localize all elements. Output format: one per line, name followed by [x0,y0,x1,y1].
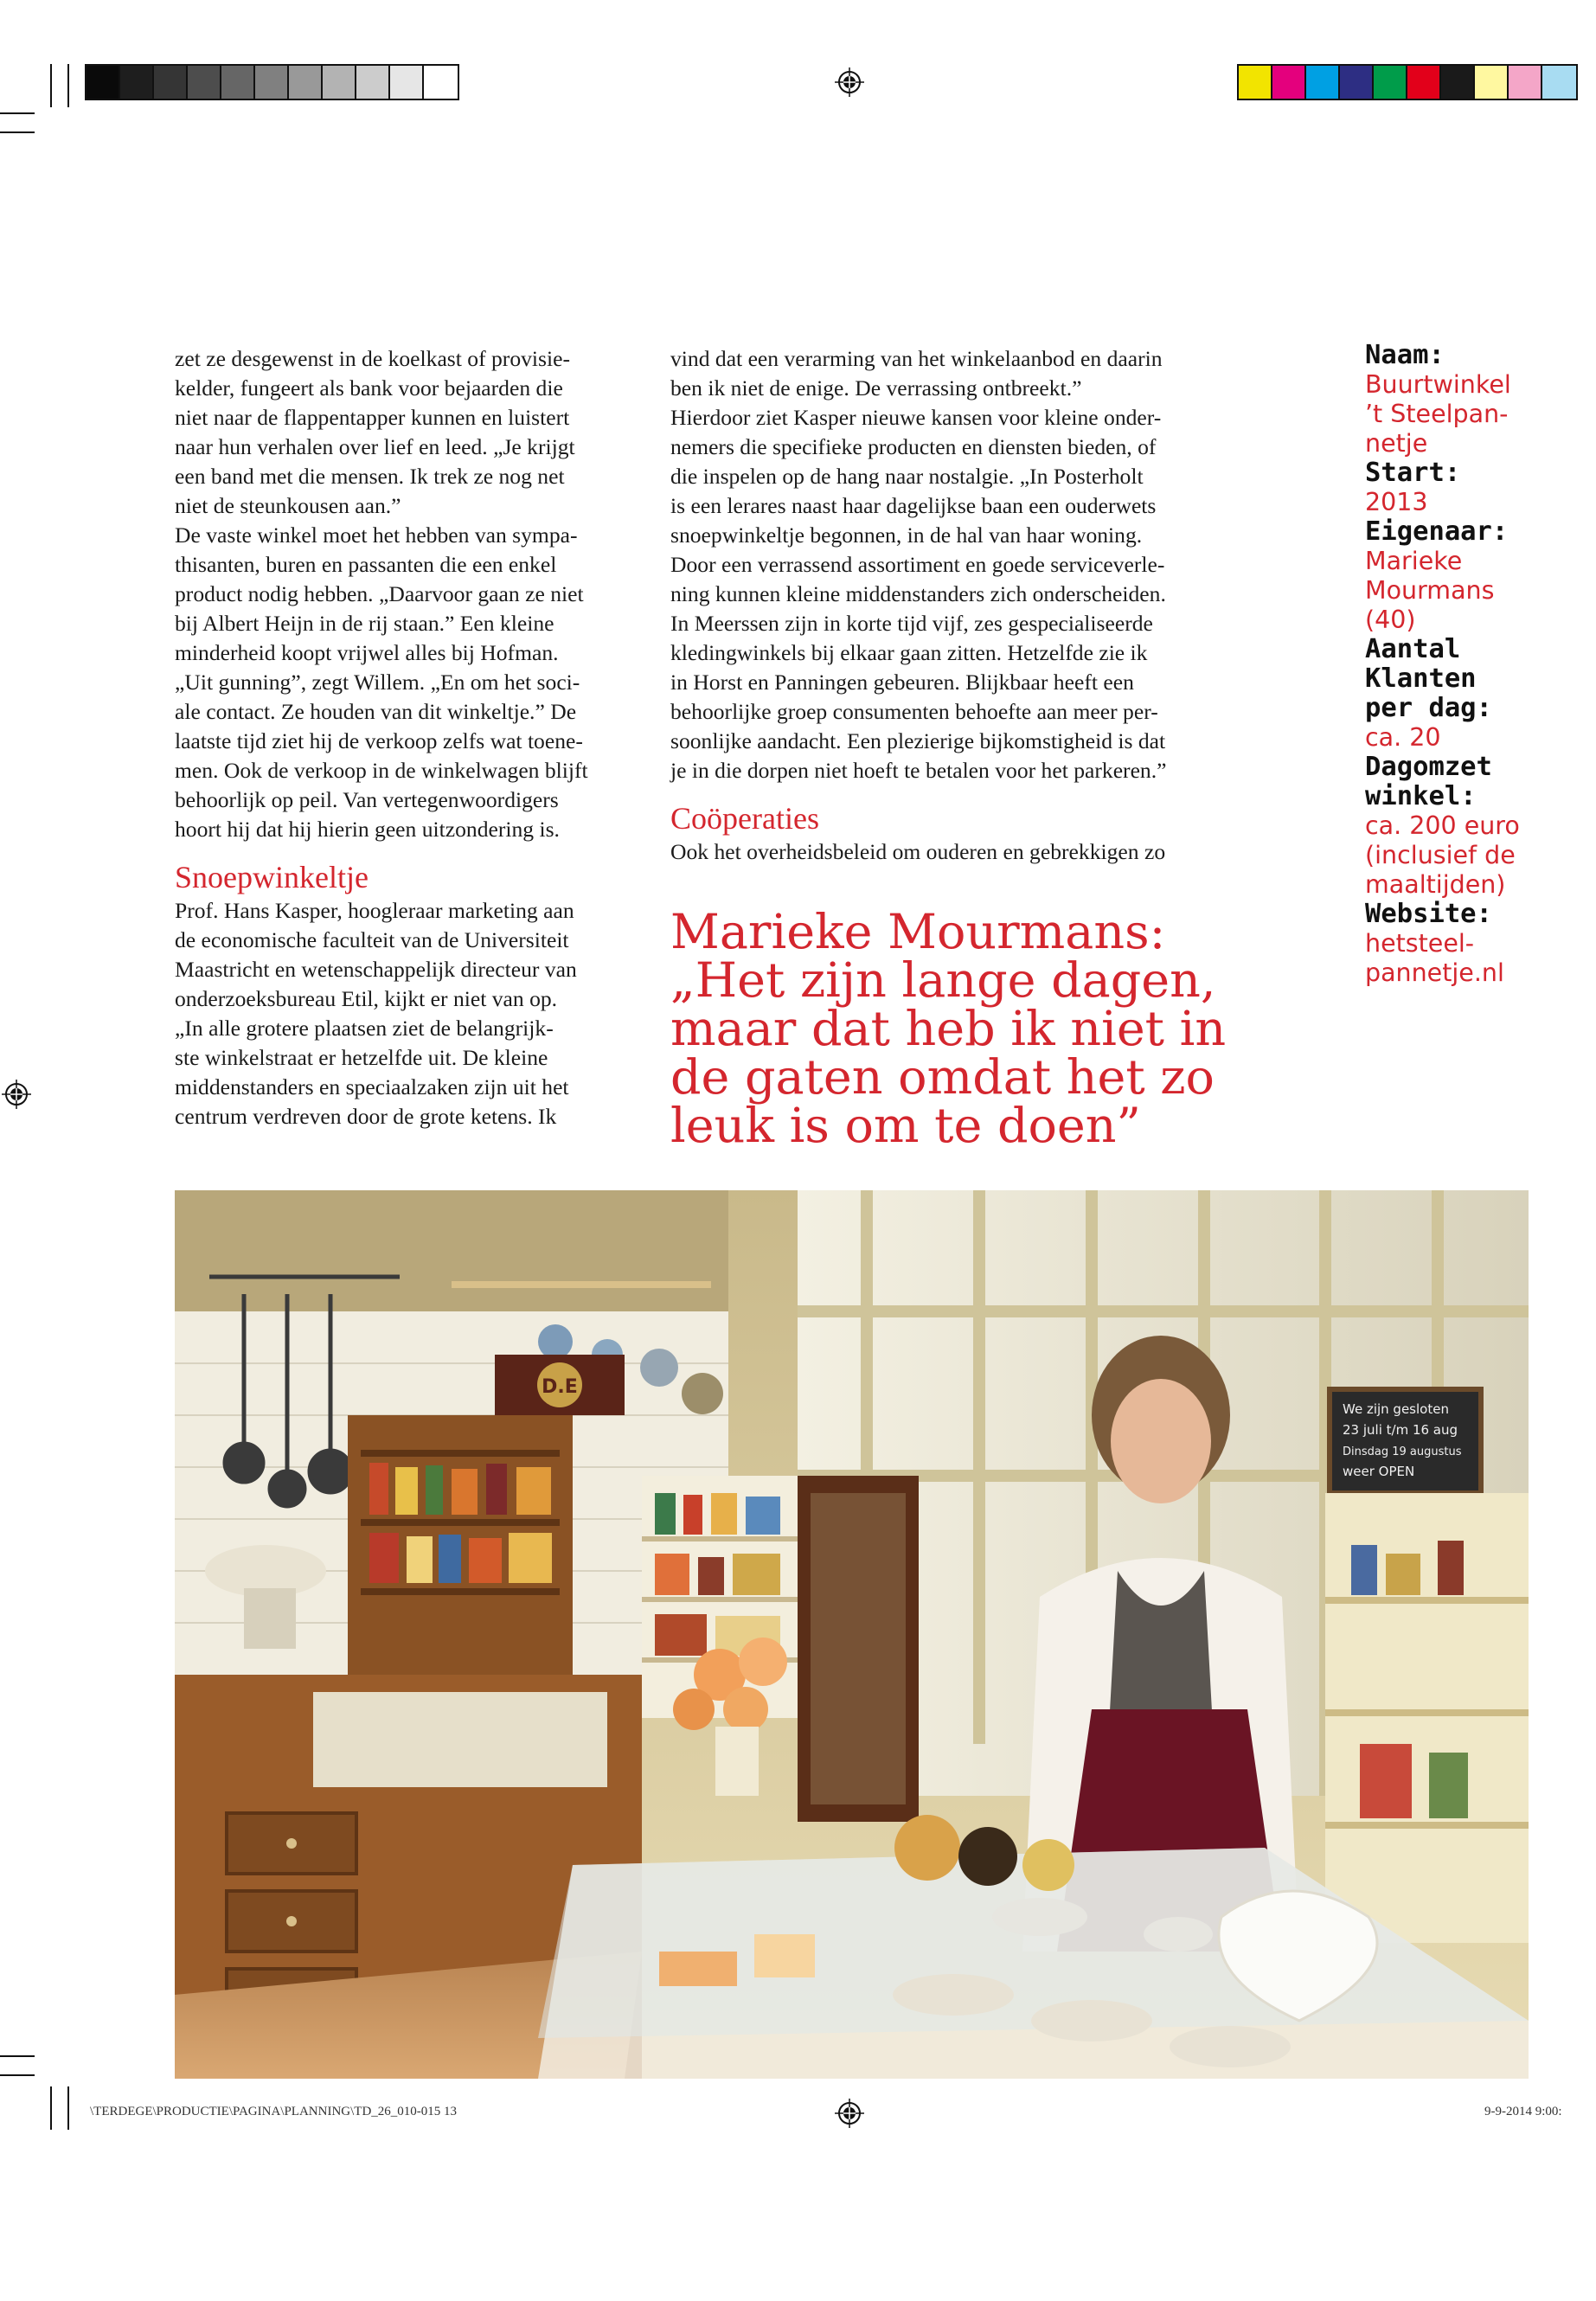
paragraph [670,837,1246,867]
crop-mark [0,131,35,133]
registration-mark-icon [835,67,864,97]
info-value-revenue: maaltijden) [1365,870,1506,899]
color-swatch [1441,66,1475,99]
text-line: minderheid koopt vrijwel alles bij Hofman. [175,640,559,665]
print-slug-path: \TERDEGE\PRODUCTIE\PAGINA\PLANNING\TD_26_010-015 13 [90,2105,458,2118]
article-column-1 [175,344,638,1131]
crop-mark [0,2074,35,2076]
info-value-name: Buurtwinkel [1365,370,1511,399]
info-value-owner: (40) [1365,606,1416,634]
text-line: je in die dorpen niet hoeft te betalen voor het parkeren.” [670,758,1167,783]
pull-quote [670,904,1259,1154]
info-label-start: Start: [1365,458,1461,488]
crop-mark [0,2055,35,2057]
text-line: thisanten, buren en passanten die een enkel [175,552,557,577]
color-swatch [87,66,120,99]
info-label-revenue: winkel: [1365,781,1477,811]
text-line: middenstanders en speciaalzaken zijn uit het [175,1074,569,1099]
crop-mark [0,112,35,114]
svg-text:Dinsdag 19 augustus: Dinsdag 19 augustus [1343,1445,1462,1458]
info-value-owner: Marieke [1365,547,1463,575]
text-line: onderzoeksbureau Etil, kijkt er niet van op. [175,986,558,1011]
color-swatch [1340,66,1374,99]
quote-line: de gaten omdat het zo [670,1049,1215,1106]
de-sign [495,1355,625,1415]
info-value-website: pannetje.nl [1365,958,1504,987]
text-line: hoort hij dat hij hierin geen uitzondering is. [175,817,560,842]
text-line: niet naar de flappentapper kunnen en luistert [175,405,570,430]
crop-mark [50,64,52,107]
text-line: Hierdoor ziet Kasper nieuwe kansen voor kleine onder- [670,405,1162,430]
wooden-shelf-unit [348,1415,573,1675]
paragraph [670,344,1246,785]
svg-text:23 juli t/m 16 aug: 23 juli t/m 16 aug [1343,1422,1458,1438]
text-line: Prof. Hans Kasper, hoogleraar marketing aan [175,898,574,923]
color-swatch [323,66,356,99]
info-value-owner: Mourmans [1365,576,1495,605]
quote-line: leuk is om te doen” [670,1098,1141,1154]
text-line: ben ik niet de enige. De verrassing ontbreekt.” [670,375,1082,401]
color-swatch [390,66,424,99]
text-line: Maastricht en wetenschappelijk directeur van [175,957,577,982]
text-line: naar hun verhalen over lief en leed. „Je krijgt [175,434,575,459]
text-line: product nodig hebben. „Daarvoor gaan ze niet [175,581,584,606]
text-line: men. Ook de verkoop in de winkelwagen blijft [175,758,588,783]
color-calibration-bar [1237,64,1578,100]
info-label-customers: Aantal [1365,634,1461,664]
svg-text:weer OPEN: weer OPEN [1343,1464,1415,1479]
info-value-name: netje [1365,429,1428,458]
color-swatch [356,66,390,99]
info-value-revenue: (inclusief de [1365,841,1516,869]
text-line: vind dat een verarming van het winkelaanbod en daarin [670,346,1163,371]
text-line: ning kunnen kleine middenstanders zich onderscheiden. [670,581,1166,606]
info-box [1365,341,1573,988]
info-label-owner: Eigenaar: [1365,516,1509,547]
text-line: kelder, fungeert als bank voor bejaarden die [175,375,563,401]
svg-text:D.E: D.E [542,1376,578,1398]
paragraph [175,521,638,844]
info-label-revenue: Dagomzet [1365,752,1492,782]
color-swatch [255,66,289,99]
color-swatch [221,66,255,99]
text-line: niet de steunkousen aan.” [175,493,401,518]
registration-mark-icon [835,2099,864,2128]
info-label-customers: Klanten [1365,663,1477,694]
info-value-website: hetsteel- [1365,929,1475,958]
gray-calibration-bar [85,64,459,100]
text-line: „Uit gunning”, zegt Willem. „En om het soci- [175,670,580,695]
info-value-customers: ca. 20 [1365,723,1441,752]
text-line: bij Albert Heijn in de rij staan.” Een kleine [175,611,554,636]
shop-interior-photo [175,1190,1529,2079]
color-swatch [1542,66,1576,99]
text-line: een band met die mensen. Ik trek ze nog net [175,464,565,489]
paragraph [175,344,638,521]
crop-mark [67,2086,69,2130]
text-line: „In alle grotere plaatsen ziet de belangrijk- [175,1016,554,1041]
color-swatch [1239,66,1272,99]
print-slug-date: 9-9-2014 9:00: [1484,2105,1562,2118]
color-swatch [1407,66,1441,99]
info-value-revenue: ca. 200 euro [1365,811,1520,840]
color-swatch [1475,66,1509,99]
right-shelf-unit [1325,1493,1529,1943]
color-swatch [1374,66,1407,99]
color-swatch [1509,66,1542,99]
registration-mark-icon [2,1080,31,1109]
text-line: in Horst en Panningen gebeuren. Blijkbaar heeft een [670,670,1134,695]
text-line: snoepwinkeltje begonnen, in de hal van haar woning. [670,522,1143,548]
info-value-start: 2013 [1365,488,1428,516]
color-swatch [188,66,221,99]
info-label-website: Website: [1365,899,1492,929]
text-line: ale contact. Ze houden van dit winkeltje.” De [175,699,577,724]
color-swatch [1306,66,1340,99]
svg-text:We zijn gesloten: We zijn gesloten [1343,1401,1449,1417]
text-line: behoorlijk op peil. Van vertegenwoordigers [175,787,559,812]
cabinet-glass [798,1476,919,1822]
quote-line: maar dat heb ik niet in [670,1001,1227,1057]
text-line: Ook het overheidsbeleid om ouderen en gebrekkigen zo [670,839,1166,864]
chalkboard [1330,1389,1481,1493]
text-line: de economische faculteit van de Universiteit [175,927,569,952]
text-line: Door een verrassend assortiment en goede serviceverle- [670,552,1165,577]
crop-mark [67,64,69,107]
text-line: zet ze desgewenst in de koelkast of provisie- [175,346,570,371]
color-swatch [1272,66,1306,99]
text-line: ste winkelstraat er hetzelfde uit. De kleine [175,1045,548,1070]
info-label-customers: per dag: [1365,693,1492,723]
crop-mark [50,2086,52,2130]
info-label-name: Naam: [1365,340,1445,370]
text-line: centrum verdreven door de grote ketens. Ik [175,1104,557,1129]
color-swatch [424,66,458,99]
quote-line: Marieke Mourmans: [670,904,1166,960]
text-line: De vaste winkel moet het hebben van sympa- [175,522,578,548]
info-value-name: ’t Steelpan- [1365,400,1509,428]
text-line: soonlijke aandacht. Een plezierige bijkomstigheid is dat [670,728,1166,753]
text-line: In Meerssen zijn in korte tijd vijf, zes gespecialiseerde [670,611,1153,636]
text-line: behoorlijke groep consumenten behoefte aan meer per- [670,699,1158,724]
text-line: is een lerares naast haar dagelijkse baan een ouderwets [670,493,1157,518]
article-column-2 [670,344,1246,867]
color-swatch [289,66,323,99]
paragraph [175,896,638,1131]
color-swatch [154,66,188,99]
text-line: die inspelen op de hang naar nostalgie. „In Posterholt [670,464,1144,489]
subheading-snoepwinkeltje: Snoepwinkeltje [175,860,369,894]
subheading-cooperaties: Coöperaties [670,801,819,836]
quote-line: „Het zijn lange dagen, [670,952,1216,1009]
text-line: nemers die specifieke producten en diensten bieden, of [670,434,1157,459]
text-line: laatste tijd ziet hij de verkoop zelfs wat toene- [175,728,583,753]
color-swatch [120,66,154,99]
text-line: kledingwinkels bij elkaar gaan zitten. Hetzelfde zie ik [670,640,1148,665]
